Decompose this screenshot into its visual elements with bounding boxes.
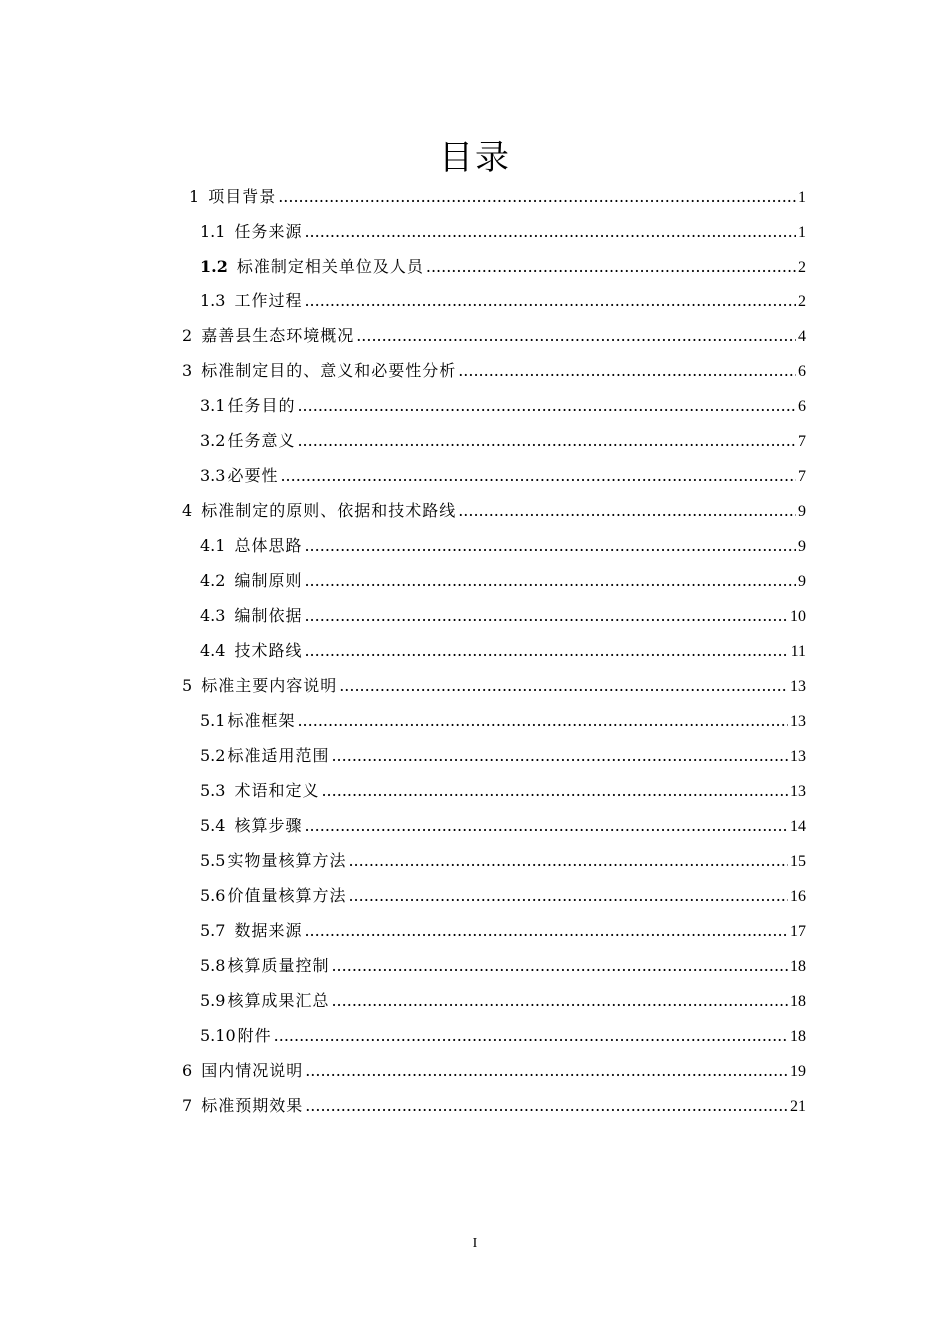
dot-leader — [305, 1054, 788, 1088]
dot-leader — [426, 250, 796, 284]
dot-leader — [280, 459, 796, 493]
toc-page-number: 16 — [790, 888, 806, 905]
dot-leader — [348, 844, 788, 878]
dot-leader — [458, 494, 796, 528]
toc-entry[interactable]: 4.3 编制依据 ..... 10 — [200, 599, 806, 633]
toc-page-number: 6 — [798, 398, 806, 415]
toc-entry-title: 核算步骤 — [234, 816, 303, 835]
toc-page-number: 19 — [790, 1063, 806, 1080]
dot-leader — [304, 564, 796, 598]
dot-leader — [297, 704, 788, 738]
toc-entry-title: 任务目的 — [227, 396, 296, 415]
toc-entry[interactable]: 5.6 价值量核算方法 ..... 16 — [200, 879, 806, 913]
toc-entry[interactable]: 5.1 标准框架 ..... 13 — [200, 704, 806, 738]
toc-entry[interactable]: 5.5 实物量核算方法 ..... 15 — [200, 844, 806, 878]
toc-entry[interactable]: 6 国内情况说明 ..... 19 — [182, 1054, 806, 1088]
dot-leader — [304, 914, 788, 948]
toc-entry-title: 核算成果汇总 — [227, 991, 330, 1010]
toc-entry[interactable]: 5.10 附件 ..... 18 — [200, 1019, 806, 1053]
toc-entry-title: 标准制定的原则、依据和技术路线 — [201, 501, 457, 520]
toc-entry-title: 项目背景 — [208, 187, 277, 206]
toc-entry[interactable]: 1.1 任务来源 ..... 1 — [200, 215, 806, 249]
dot-leader — [304, 215, 796, 249]
toc-entry-title: 标准制定相关单位及人员 — [236, 257, 424, 276]
toc-entry-title: 任务来源 — [234, 222, 303, 241]
dot-leader — [339, 669, 788, 703]
toc-page-number: 18 — [790, 958, 806, 975]
toc-page-number: 10 — [790, 608, 806, 625]
toc-title: 目录 — [439, 138, 511, 178]
toc-entry-title: 编制原则 — [234, 571, 303, 590]
dot-leader — [297, 424, 796, 458]
dot-leader — [304, 634, 788, 668]
dot-leader — [331, 984, 788, 1018]
toc-page-number: 7 — [798, 433, 806, 450]
dot-leader — [297, 389, 796, 423]
dot-leader — [278, 180, 796, 214]
toc-page-number: 1 — [798, 189, 806, 206]
toc-page-number: 9 — [798, 573, 806, 590]
toc-entry-title: 标准预期效果 — [201, 1096, 304, 1115]
toc-entry-title: 必要性 — [227, 466, 279, 485]
toc-entry[interactable]: 3.3 必要性 ..... 7 — [200, 459, 806, 493]
toc-entry[interactable]: 4.2 编制原则 ..... 9 — [200, 564, 806, 598]
toc-entry-title: 附件 — [237, 1026, 272, 1045]
dot-leader — [304, 284, 796, 318]
dot-leader — [304, 809, 788, 843]
toc-entry-title: 标准制定目的、意义和必要性分析 — [201, 361, 457, 380]
dot-leader — [458, 354, 796, 388]
toc-entry-title: 任务意义 — [227, 431, 296, 450]
dot-leader — [305, 1089, 788, 1123]
toc-entry-title: 核算质量控制 — [227, 956, 330, 975]
toc-entry[interactable]: 5.7 数据来源 ..... 17 — [200, 914, 806, 948]
toc-entry[interactable]: 4.1 总体思路 ..... 9 — [200, 529, 806, 563]
toc-page-number: 9 — [798, 538, 806, 555]
toc-entry[interactable]: 4 标准制定的原则、依据和技术路线 ..... 9 — [182, 494, 806, 528]
toc-page-number: 11 — [790, 643, 806, 660]
toc-page-number: 6 — [798, 363, 806, 380]
dot-leader — [321, 774, 788, 808]
toc-page-number: 18 — [790, 1028, 806, 1045]
page-number: I — [472, 1236, 478, 1251]
dot-leader — [274, 1019, 788, 1053]
toc-entry-title: 实物量核算方法 — [227, 851, 347, 870]
toc-entry-title: 术语和定义 — [234, 781, 320, 800]
toc-page-number: 18 — [790, 993, 806, 1010]
toc-page-number: 13 — [790, 678, 806, 695]
toc-entry[interactable]: 5.4 核算步骤 ..... 14 — [200, 809, 806, 843]
dot-leader — [304, 599, 788, 633]
toc-entry[interactable]: 3.1 任务目的 ..... 6 — [200, 389, 806, 423]
toc-page-number: 1 — [798, 224, 806, 241]
toc-entry[interactable]: 5.2 标准适用范围 ..... 13 — [200, 739, 806, 773]
toc-entry[interactable]: 2 嘉善县生态环境概况 ..... 4 — [182, 319, 806, 353]
toc-entry-title: 技术路线 — [234, 641, 303, 660]
toc-entry[interactable]: 5.3 术语和定义 ..... 13 — [200, 774, 806, 808]
dot-leader — [356, 319, 796, 353]
toc-page-number: 2 — [798, 293, 806, 310]
toc-entry-title: 工作过程 — [234, 291, 303, 310]
toc-entry[interactable]: 3 标准制定目的、意义和必要性分析 ..... 6 — [182, 354, 806, 388]
dot-leader — [348, 879, 788, 913]
toc-page-number: 13 — [790, 783, 806, 800]
toc-page-number: 21 — [790, 1098, 806, 1115]
toc-entry[interactable]: 1.3 工作过程 ..... 2 — [200, 284, 806, 318]
toc-entry[interactable]: 4.4 技术路线 ..... 11 — [200, 634, 806, 668]
toc-entry-title: 总体思路 — [234, 536, 303, 555]
toc-page-number: 2 — [798, 259, 806, 276]
toc-page-number: 9 — [798, 503, 806, 520]
dot-leader — [304, 529, 796, 563]
toc-entry-title: 编制依据 — [234, 606, 303, 625]
toc-page-number: 17 — [790, 923, 806, 940]
toc-entry[interactable]: 5.9 核算成果汇总 ..... 18 — [200, 984, 806, 1018]
toc-entry[interactable]: 1.2 标准制定相关单位及人员 ..... 2 — [200, 250, 806, 284]
toc-entry[interactable]: 3.2 任务意义 ..... 7 — [200, 424, 806, 458]
toc-entry-title: 标准适用范围 — [227, 746, 330, 765]
toc-page-number: 7 — [798, 468, 806, 485]
toc-page-number: 4 — [798, 328, 806, 345]
toc-entry[interactable]: 1 项目背景 ..... 1 — [189, 180, 806, 214]
toc-page-number: 14 — [790, 818, 806, 835]
toc-entry-title: 嘉善县生态环境概况 — [201, 326, 355, 345]
toc-entry-title: 标准主要内容说明 — [201, 676, 338, 695]
toc-entry[interactable]: 5.8 核算质量控制 ..... 18 — [200, 949, 806, 983]
toc-entry-title: 标准框架 — [227, 711, 296, 730]
dot-leader — [331, 949, 788, 983]
toc-entry-title: 价值量核算方法 — [227, 886, 347, 905]
toc-entry[interactable]: 7 标准预期效果 ..... 21 — [182, 1089, 806, 1123]
toc-page-number: 15 — [790, 853, 806, 870]
toc-entry-title: 数据来源 — [234, 921, 303, 940]
toc-entry[interactable]: 5 标准主要内容说明 ..... 13 — [182, 669, 806, 703]
toc-page-number: 13 — [790, 748, 806, 765]
toc-entry-title: 国内情况说明 — [201, 1061, 304, 1080]
dot-leader — [331, 739, 788, 773]
toc-page-number: 13 — [790, 713, 806, 730]
